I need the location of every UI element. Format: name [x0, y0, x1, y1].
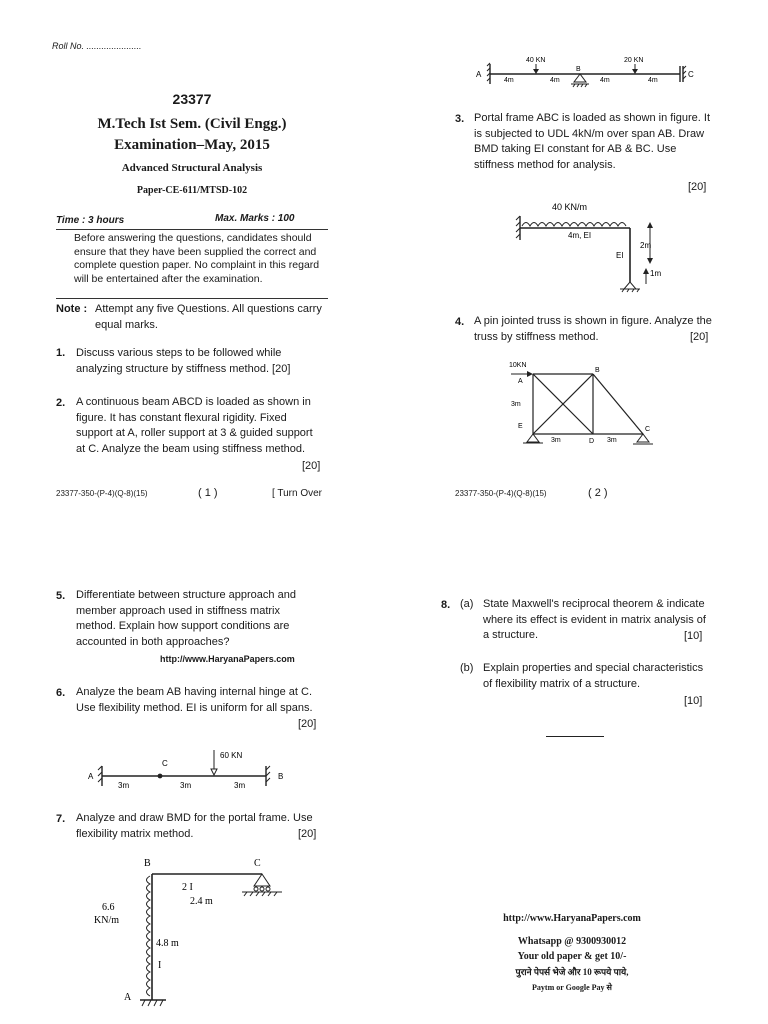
time-label: Time : 3 hours — [56, 215, 125, 226]
q2-number: 2. — [56, 397, 66, 409]
label-a: A — [476, 70, 482, 79]
paper-id: Paper-CE-611/MTSD-102 — [136, 185, 248, 196]
q5-number: 5. — [56, 590, 66, 602]
beam-ei-label: 2 I — [182, 882, 193, 893]
height-1m: 1m — [650, 269, 662, 278]
roll-number: Roll No. ...................... — [52, 41, 142, 51]
course-title: M.Tech Ist Sem. (Civil Engg.) — [97, 116, 287, 132]
exam-title: Examination–May, 2015 — [114, 137, 270, 153]
node-a: A — [518, 378, 523, 385]
q7-text: Analyze and draw BMD for the portal frame. Use flexibility matrix method. — [76, 812, 313, 840]
max-marks-label: Max. Marks : 100 — [215, 213, 295, 224]
node-e: E — [518, 423, 523, 430]
height-2m: 2m — [640, 241, 652, 250]
end-rule — [546, 736, 604, 737]
q8-number: 8. — [441, 599, 451, 611]
fixed-support-a — [98, 766, 102, 786]
paper-code: 23377 — [172, 91, 212, 107]
span-label-2: 3m — [607, 437, 617, 444]
portal-frame-figure-q7 — [86, 852, 296, 1010]
dimension-1m — [643, 268, 649, 284]
subject-title: Advanced Structural Analysis — [121, 162, 263, 174]
internal-hinge-c — [158, 774, 163, 779]
roller-support-c — [242, 874, 282, 896]
promo-whatsapp: Whatsapp @ 9300930012 — [517, 936, 627, 947]
q8a-label: (a) — [460, 598, 474, 610]
span-4: 4m — [648, 77, 658, 84]
instructions-divider — [56, 298, 328, 299]
label-b: B — [278, 772, 284, 781]
label-b: B — [576, 66, 581, 73]
promo-url[interactable]: http://www.HaryanaPapers.com — [503, 913, 641, 924]
note-text: Attempt any five Questions. All questions carry equal marks. — [95, 303, 322, 331]
fixed-support-a — [487, 63, 490, 84]
q2-text: A continuous beam ABCD is loaded as shown in figure. It has constant flexural rigidity. Fixed support at A, roller support at 3 & guided support at C. Analyze the beam using stiffness method. — [76, 396, 313, 455]
roller-support-c — [633, 434, 653, 444]
truss-figure — [505, 356, 665, 452]
span-2: 3m — [180, 781, 192, 790]
q8b-label: (b) — [460, 662, 474, 674]
label-c: C — [688, 70, 694, 79]
label-c: C — [254, 858, 261, 869]
load-label: 60 KN — [220, 751, 243, 760]
udl-unit: KN/m — [94, 915, 119, 926]
udl-label: 40 KN/m — [552, 202, 588, 212]
load-arrow — [211, 750, 217, 775]
q3-number: 3. — [455, 113, 465, 125]
q5-text: Differentiate between structure approach and member approach used in stiffness matrix method. Explain how support conditions are accounted in both approaches? — [76, 589, 296, 648]
footer-code-right: 23377-350-(P-4)(Q-8)(15) — [455, 489, 547, 498]
q6-number: 6. — [56, 687, 66, 699]
load-arrow-2 — [632, 64, 638, 74]
label-b: B — [144, 858, 151, 869]
span-2: 4m — [550, 77, 560, 84]
roller-support-b — [571, 74, 589, 87]
pin-support-e — [523, 434, 543, 443]
beam-label: 4m, EI — [568, 231, 592, 240]
portal-frame-figure-q3 — [510, 196, 680, 300]
truss-members — [533, 374, 643, 434]
udl-loops — [522, 223, 626, 227]
fixed-support-left — [516, 216, 520, 240]
height-label: 3m — [511, 401, 521, 408]
load-label: 10KN — [509, 362, 527, 369]
span-3: 4m — [600, 77, 610, 84]
q8a-marks: [10] — [684, 630, 703, 642]
load-label-1: 40 KN — [526, 57, 546, 64]
header-divider — [56, 229, 328, 230]
node-d: D — [589, 438, 595, 445]
q7-number: 7. — [56, 813, 66, 825]
fixed-support-a — [140, 1000, 166, 1006]
q3-marks: [20] — [688, 181, 707, 193]
q1-text: Discuss various steps to be followed while analyzing structure by stiffness method. [20] — [76, 347, 291, 375]
load-arrow-1 — [533, 64, 539, 74]
udl-loops — [147, 876, 151, 996]
instructions-text: Before answering the questions, candidates should ensure that they have been supplied the correct and complete question paper. No complaint in this regard will be entertained after the examination. — [74, 232, 320, 285]
q3-text: Portal frame ABC is loaded as shown in figure. It is subjected to UDL 4kN/m over span AB. Draw BMD taking EI constant for AB & BC. Use stiffness method for analysis. — [474, 112, 711, 171]
node-c: C — [645, 426, 651, 433]
q6-text: Analyze the beam AB having internal hinge at C. Use flexibility method. EI is uniform for all spans. — [76, 686, 313, 714]
promo-offer: Your old paper & get 10/- — [517, 951, 627, 962]
turn-over: [ Turn Over — [272, 488, 323, 499]
udl-value: 6.6 — [102, 902, 115, 913]
column-ei-label: EI — [616, 251, 624, 260]
q8a-text: State Maxwell's reciprocal theorem & indicate where its effect is evident in matrix analysis of a structure. — [483, 598, 706, 642]
q5-url: http://www.HaryanaPapers.com — [160, 654, 295, 664]
q7-marks: [20] — [298, 828, 317, 840]
promo-payment: Paytm or Google Pay से — [532, 983, 612, 992]
span-3: 3m — [234, 781, 246, 790]
label-a: A — [88, 772, 94, 781]
continuous-beam-figure — [470, 52, 710, 100]
span-1: 4m — [504, 77, 514, 84]
load-label-2: 20 KN — [624, 57, 644, 64]
q4-number: 4. — [455, 316, 465, 328]
fixed-support-b — [266, 766, 270, 786]
beam-length: 2.4 m — [190, 896, 213, 907]
label-c: C — [162, 759, 168, 768]
span-1: 3m — [118, 781, 130, 790]
q8b-marks: [10] — [684, 695, 703, 707]
column-ei-label: I — [158, 960, 162, 971]
load-arrow — [511, 371, 533, 377]
guided-support-c — [680, 66, 686, 82]
pin-support-bottom — [620, 282, 640, 292]
hinged-beam-figure — [86, 744, 296, 794]
q4-marks: [20] — [690, 331, 709, 343]
label-a: A — [124, 992, 132, 1003]
page-number-1: ( 1 ) — [198, 487, 218, 499]
page-number-2: ( 2 ) — [588, 487, 608, 499]
q2-marks: [20] — [302, 460, 321, 472]
node-b: B — [595, 367, 600, 374]
q6-marks: [20] — [298, 718, 317, 730]
footer-code-left: 23377-350-(P-4)(Q-8)(15) — [56, 489, 148, 498]
q4-text: A pin jointed truss is shown in figure. Analyze the truss by stiffness method. — [474, 315, 712, 343]
promo-hindi: पुराने पेपर्स भेजे और 10 रूपये पाये, — [515, 967, 629, 977]
q1-number: 1. — [56, 347, 66, 359]
span-label-1: 3m — [551, 437, 561, 444]
note-label: Note : — [56, 303, 88, 315]
column-length: 4.8 m — [156, 938, 179, 949]
q8b-text: Explain properties and special characteristics of flexibility matrix of a structure. — [483, 662, 704, 690]
